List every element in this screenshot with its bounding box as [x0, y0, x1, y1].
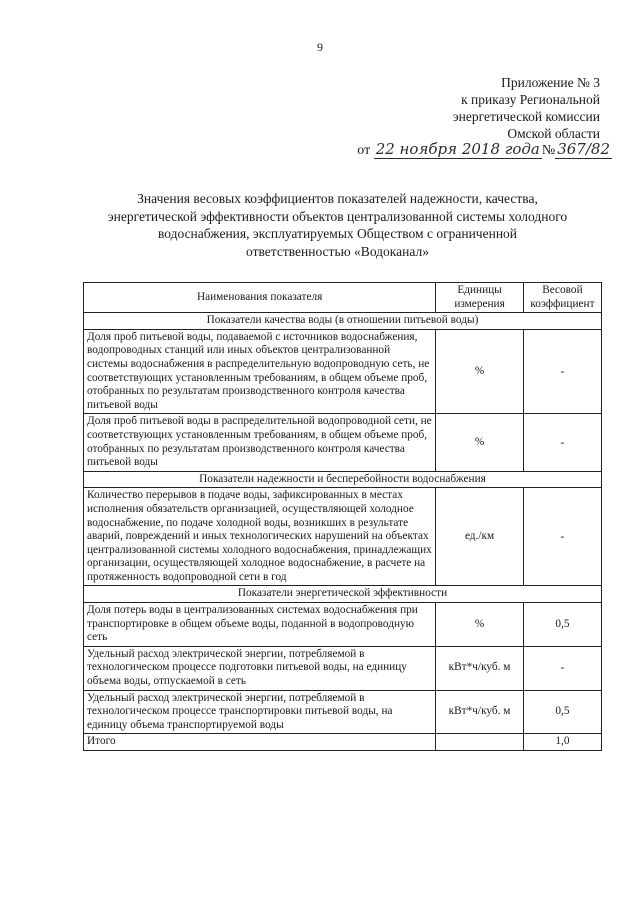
row-coef: -: [523, 329, 601, 414]
row-unit: %: [436, 414, 524, 471]
appendix-line-2: к приказу Региональной: [461, 92, 600, 107]
page-number: 9: [317, 40, 323, 54]
section-title: Показатели энергетической эффективности: [84, 586, 602, 603]
row-coef: -: [523, 488, 601, 586]
handwritten-date: 22 ноября 2018 года: [375, 140, 540, 158]
row-coef: -: [523, 646, 601, 690]
total-unit-empty: [436, 734, 524, 751]
total-label: Итого: [84, 734, 436, 751]
appendix-line-4: Омской области: [507, 126, 600, 141]
title-line-4: ответственностью «Водоканал»: [246, 243, 429, 259]
row-name: Удельный расход электрической энергии, потребляемой в технологическом процессе транспортировки питьевой воды, на единицу объема транспортируемой воды: [84, 690, 436, 734]
row-name: Доля потерь воды в централизованных системах водоснабжения при транспортировке в общем объеме воды, поданной в водопроводную сеть: [84, 603, 436, 647]
handwritten-number: 367/82: [557, 140, 610, 158]
number-prefix: №: [541, 143, 556, 158]
row-name: Количество перерывов в подаче воды, зафиксированных в местах исполнения обязательств организацией, осуществляющей холодное водоснабжение, по подаче холодной воды, возникших в результате аварий, повреждений и иных технологических нарушений на объектах централизованной системы холодного водоснабжения, принадлежащих организации, осуществляющей холодное водоснабжение, в расчете на протяженность водопроводной сети в год: [84, 488, 436, 586]
row-unit: кВт*ч/куб. м: [436, 646, 524, 690]
row-unit: кВт*ч/куб. м: [436, 690, 524, 734]
table-row: [84, 488, 602, 586]
table-row: [84, 414, 602, 471]
table-row: [84, 690, 602, 734]
total-row: [84, 734, 602, 751]
row-name: Доля проб питьевой воды в распределительной водопроводной сети, не соответствующих установленным требованиям, в общем объеме проб, отобранных по результатам производственного контроля качества питьевой воды: [84, 414, 436, 471]
table-row: [84, 646, 602, 690]
section-row-energy-efficiency: [84, 586, 602, 603]
row-name: Удельный расход электрической энергии, потребляемой в технологическом процессе подготовки питьевой воды, на единицу объема воды, отпускаемой в сеть: [84, 646, 436, 690]
title-line-1: Значения весовых коэффициентов показателей надежности, качества,: [137, 191, 538, 206]
header-name: Наименования показателя: [84, 283, 436, 313]
row-unit: ед./км: [436, 488, 524, 586]
row-coef: -: [523, 414, 601, 471]
header-unit: Единицы измерения: [436, 283, 524, 313]
row-coef: 0,5: [523, 603, 601, 647]
appendix-line-3: энергетической комиссии: [452, 109, 600, 124]
section-title: Показатели надежности и бесперебойности водоснабжения: [84, 471, 602, 488]
section-row-reliability: [84, 471, 602, 488]
date-prefix: от: [357, 143, 371, 158]
row-coef: 0,5: [523, 690, 601, 734]
table-row: [84, 603, 602, 647]
order-date-line: [357, 140, 612, 159]
title-line-2: энергетической эффективности объектов централизованной системы холодного: [107, 208, 568, 224]
header-coef: Весовой коэффициент: [523, 283, 601, 313]
section-row-water-quality: [84, 313, 602, 330]
row-unit: %: [436, 329, 524, 414]
section-title: Показатели качества воды (в отношении питьевой воды): [84, 313, 602, 330]
appendix-block: [453, 74, 600, 142]
row-name: Доля проб питьевой воды, подаваемой с источников водоснабжения, водопроводных станций или иных объектов централизованной системы водоснабжения в распределительную водопроводную сеть, не соответствующих установленным требованиям, в общем объеме проб, отобранных по результатам производственного контроля качества питьевой воды: [84, 329, 436, 414]
document-title: [70, 190, 605, 260]
title-line-3: водоснабжения, эксплуатируемых Обществом с ограниченной: [157, 226, 518, 241]
table-header-row: [84, 283, 602, 313]
coefficients-table: [83, 282, 602, 751]
table-row: [84, 329, 602, 414]
total-coef: 1,0: [523, 734, 601, 751]
row-unit: %: [436, 603, 524, 647]
appendix-line-1: Приложение № 3: [501, 75, 600, 90]
